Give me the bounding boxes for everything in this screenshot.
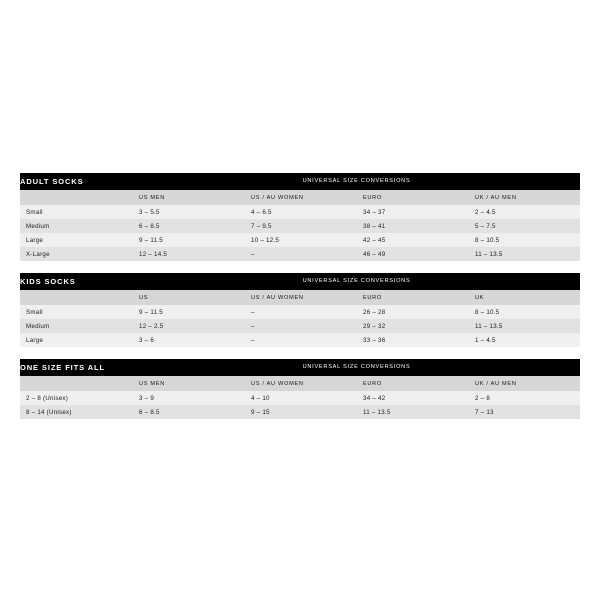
row-label: Small <box>20 205 133 219</box>
cell-us-au-women: 9 – 15 <box>245 405 357 419</box>
cell-uk-au-men: 7 – 13 <box>469 405 580 419</box>
table-subheader-row <box>20 190 580 205</box>
table-subheader-row <box>20 290 580 305</box>
column-header-blank <box>20 376 133 391</box>
cell-us-au-women: – <box>245 333 357 347</box>
column-header-uk: UK <box>469 290 580 305</box>
row-label: Large <box>20 333 133 347</box>
cell-euro: 34 – 42 <box>357 391 469 405</box>
universal-conversions-label: UNIVERSAL SIZE CONVERSIONS <box>133 173 580 190</box>
row-label: 8 – 14 (Unisex) <box>20 405 133 419</box>
cell-us-men: 3 – 9 <box>133 391 245 405</box>
column-header-euro: EURO <box>357 376 469 391</box>
one-size-fits-all-table <box>20 359 580 419</box>
table-header-row <box>20 273 580 290</box>
size-chart-kids-socks <box>20 273 580 347</box>
cell-uk-au-men: 8 – 10.5 <box>469 233 580 247</box>
category-title: KIDS SOCKS <box>20 273 133 290</box>
column-header-us-au-women: US / AU WOMEN <box>245 290 357 305</box>
cell-uk: 1 – 4.5 <box>469 333 580 347</box>
cell-uk-au-men: 2 – 4.5 <box>469 205 580 219</box>
cell-euro: 38 – 41 <box>357 219 469 233</box>
cell-euro: 33 – 36 <box>357 333 469 347</box>
row-label: Medium <box>20 319 133 333</box>
cell-us-men: 3 – 5.5 <box>133 205 245 219</box>
cell-euro: 26 – 28 <box>357 305 469 319</box>
table-subheader-row <box>20 376 580 391</box>
cell-uk: 11 – 13.5 <box>469 319 580 333</box>
column-header-blank <box>20 290 133 305</box>
table-row <box>20 405 580 419</box>
cell-us-au-women: 4 – 6.5 <box>245 205 357 219</box>
cell-us: 3 – 6 <box>133 333 245 347</box>
column-header-us: US <box>133 290 245 305</box>
cell-us-au-women: 10 – 12.5 <box>245 233 357 247</box>
cell-us-men: 9 – 11.5 <box>133 233 245 247</box>
table-row <box>20 205 580 219</box>
category-title: ADULT SOCKS <box>20 173 133 190</box>
cell-euro: 34 – 37 <box>357 205 469 219</box>
category-title: ONE SIZE FITS ALL <box>20 359 133 376</box>
cell-us-au-women: 4 – 10 <box>245 391 357 405</box>
table-row <box>20 233 580 247</box>
adult-socks-table <box>20 173 580 261</box>
column-header-euro: EURO <box>357 290 469 305</box>
cell-euro: 46 – 49 <box>357 247 469 261</box>
cell-euro: 29 – 32 <box>357 319 469 333</box>
table-row <box>20 319 580 333</box>
column-header-uk-au-men: UK / AU MEN <box>469 376 580 391</box>
cell-us-men: 12 – 14.5 <box>133 247 245 261</box>
cell-uk: 8 – 10.5 <box>469 305 580 319</box>
column-header-euro: EURO <box>357 190 469 205</box>
row-label: Medium <box>20 219 133 233</box>
cell-uk-au-men: 11 – 13.5 <box>469 247 580 261</box>
size-charts-container <box>20 173 580 431</box>
cell-us-au-women: – <box>245 319 357 333</box>
cell-us-men: 6 – 8.5 <box>133 219 245 233</box>
cell-us-au-women: – <box>245 247 357 261</box>
cell-us-men: 6 – 8.5 <box>133 405 245 419</box>
table-row <box>20 333 580 347</box>
row-label: 2 – 8 (Unisex) <box>20 391 133 405</box>
cell-us-au-women: 7 – 9.5 <box>245 219 357 233</box>
table-row <box>20 219 580 233</box>
cell-uk-au-men: 5 – 7.5 <box>469 219 580 233</box>
size-chart-one-size-fits-all <box>20 359 580 419</box>
table-header-row <box>20 359 580 376</box>
universal-conversions-label: UNIVERSAL SIZE CONVERSIONS <box>133 273 580 290</box>
row-label: Large <box>20 233 133 247</box>
column-header-us-men: US MEN <box>133 376 245 391</box>
row-label: Small <box>20 305 133 319</box>
column-header-us-au-women: US / AU WOMEN <box>245 376 357 391</box>
column-header-blank <box>20 190 133 205</box>
cell-euro: 42 – 45 <box>357 233 469 247</box>
column-header-us-au-women: US / AU WOMEN <box>245 190 357 205</box>
table-row <box>20 247 580 261</box>
column-header-uk-au-men: UK / AU MEN <box>469 190 580 205</box>
universal-conversions-label: UNIVERSAL SIZE CONVERSIONS <box>133 359 580 376</box>
cell-uk-au-men: 2 – 8 <box>469 391 580 405</box>
table-row <box>20 391 580 405</box>
cell-us: 9 – 11.5 <box>133 305 245 319</box>
column-header-us-men: US MEN <box>133 190 245 205</box>
size-chart-adult-socks <box>20 173 580 261</box>
table-header-row <box>20 173 580 190</box>
row-label: X-Large <box>20 247 133 261</box>
cell-euro: 11 – 13.5 <box>357 405 469 419</box>
cell-us: 12 – 2.5 <box>133 319 245 333</box>
kids-socks-table <box>20 273 580 347</box>
cell-us-au-women: – <box>245 305 357 319</box>
table-row <box>20 305 580 319</box>
